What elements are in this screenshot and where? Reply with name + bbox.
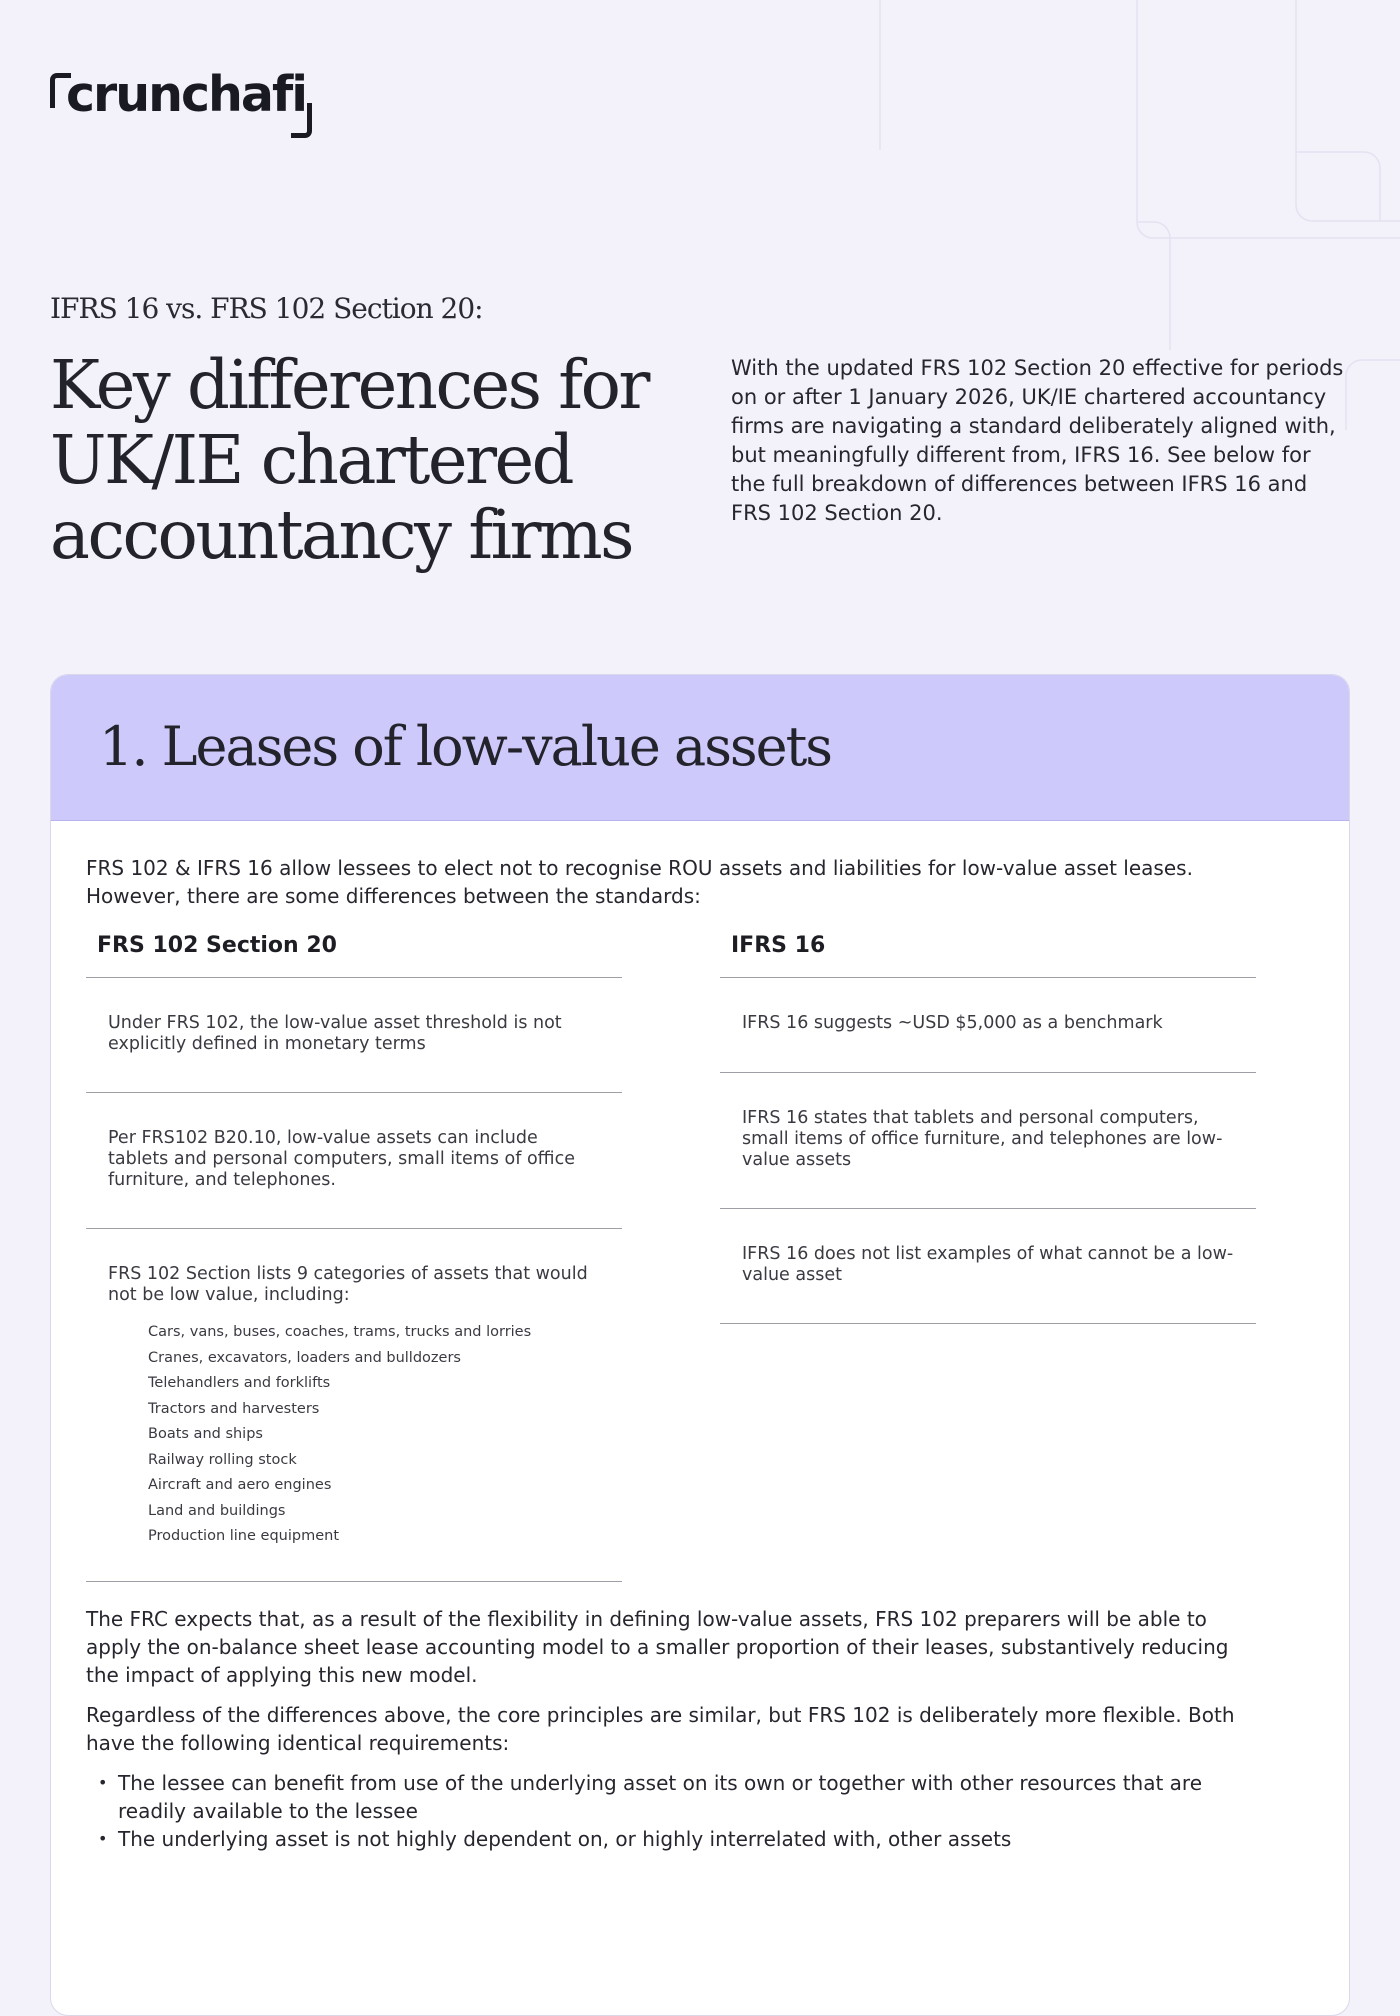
ifrs16-row-text: IFRS 16 does not list examples of what cannot be a low-value asset: [742, 1244, 1234, 1285]
ifrs16-column: [720, 933, 1256, 1324]
requirement-item: [86, 1769, 1246, 1825]
ifrs16-row-text: IFRS 16 suggests ~USD $5,000 as a benchmark: [742, 1013, 1163, 1033]
core-principles-paragraph: Regardless of the differences above, the core principles are similar, but FRS 102 is deliberately more flexible. Both have the following identical requirements:: [86, 1703, 1235, 1755]
section-card: [50, 674, 1350, 2016]
frs102-row-text: FRS 102 Section lists 9 categories of assets that would not be low value, including:: [108, 1264, 588, 1305]
frs102-row: [86, 978, 622, 1093]
requirement-text: The underlying asset is not highly dependent on, or highly interrelated with, other assets: [118, 1827, 1012, 1851]
section-header: [51, 675, 1349, 821]
section-lead: FRS 102 & IFRS 16 allow lessees to elect not to recognise ROU assets and liabilities for low-value asset leases. However, there are some differences between the standards:: [86, 856, 1193, 908]
frs102-row: [86, 1093, 622, 1229]
ifrs16-row: [720, 1209, 1256, 1324]
category-item: Railway rolling stock: [148, 1451, 297, 1468]
crunchafi-logo: [50, 68, 312, 138]
section-title: 1. Leases of low-value assets: [99, 715, 832, 778]
ifrs16-row: [720, 978, 1256, 1073]
category-item: Boats and ships: [148, 1426, 263, 1442]
document-kicker: IFRS 16 vs. FRS 102 Section 20:: [50, 292, 483, 325]
non-low-value-categories: [148, 1320, 600, 1550]
category-item: Land and buildings: [148, 1502, 286, 1519]
category-item: Telehandlers and forklifts: [148, 1375, 331, 1391]
category-item: Production line equipment: [148, 1528, 339, 1544]
ifrs16-row-text: IFRS 16 states that tablets and personal computers, small items of office furniture, and telephones are low-value assets: [742, 1108, 1223, 1170]
category-item: Cars, vans, buses, coaches, trams, trucks and lorries: [148, 1324, 532, 1340]
ifrs16-row: [720, 1073, 1256, 1209]
frs102-column: [86, 933, 622, 1582]
frs102-row-text: Per FRS102 B20.10, low-value assets can include tablets and personal computers, small items of office furniture, and telephones.: [108, 1128, 575, 1190]
requirement-text: The lessee can benefit from use of the underlying asset on its own or together with other resources that are readily available to the lessee: [118, 1771, 1203, 1823]
frs102-row-text: Under FRS 102, the low-value asset threshold is not explicitly defined in monetary terms: [108, 1013, 562, 1054]
document-headline: Key differences for UK/IE chartered accountancy firms: [50, 346, 648, 574]
category-item: Tractors and harvesters: [148, 1400, 320, 1417]
identical-requirements-list: [86, 1769, 1246, 1853]
frs102-heading: FRS 102 Section 20: [86, 933, 622, 978]
logo-wordmark: crunchafi: [66, 66, 307, 123]
ifrs16-heading: IFRS 16: [720, 933, 1256, 978]
category-item: Aircraft and aero engines: [148, 1477, 332, 1493]
frs102-row: [86, 1229, 622, 1582]
category-item: Cranes, excavators, loaders and bulldozers: [148, 1349, 461, 1366]
logo-bracket-bottom-right: [291, 103, 312, 138]
requirement-item: [86, 1825, 1246, 1853]
intro-paragraph: With the updated FRS 102 Section 20 effective for periods on or after 1 January 2026, UK/IE chartered accountancy firms are navigating a standard deliberately aligned with, but meaningfully different from, IFRS 16. See below for the full breakdown of differences between IFRS 16 and FRS 102 Section 20.: [731, 356, 1344, 525]
frc-expectation-paragraph: The FRC expects that, as a result of the flexibility in defining low-value assets, FRS 102 preparers will be able to apply the on-balance sheet lease accounting model to a smaller proportion of their leases, substantively reducing the impact of applying this new model.: [86, 1607, 1229, 1687]
